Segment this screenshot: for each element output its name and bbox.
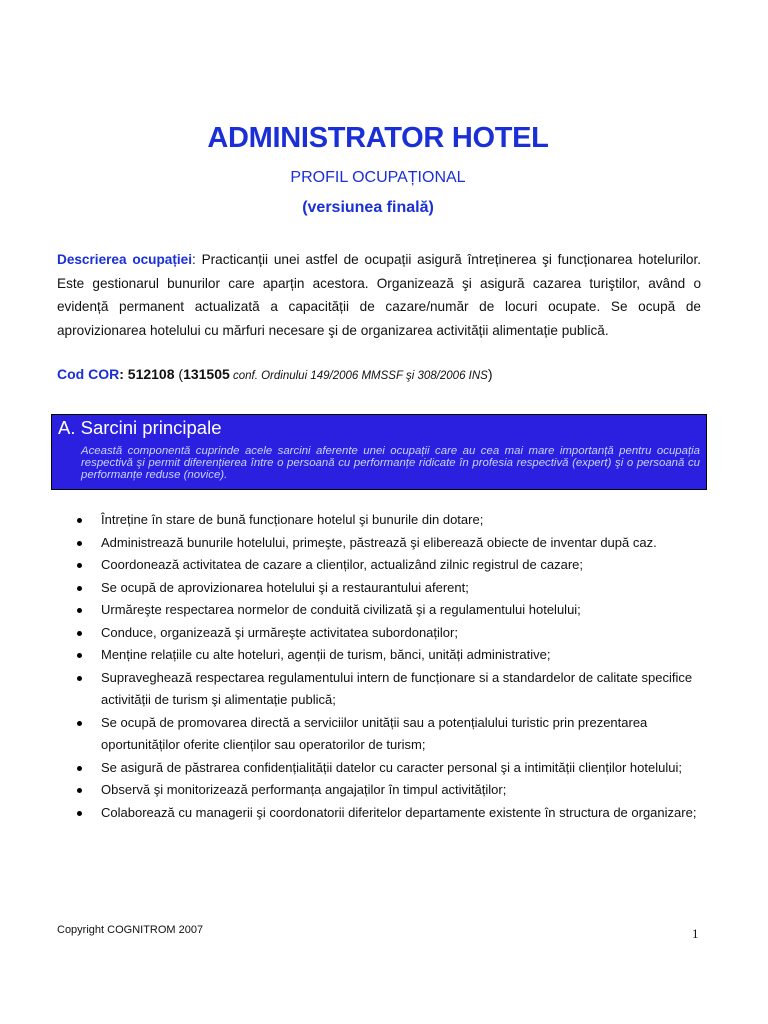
list-item (77, 532, 717, 555)
bullet-icon (77, 586, 82, 591)
list-item (77, 622, 717, 645)
bullet-icon (77, 541, 82, 546)
bullet-icon (77, 676, 82, 681)
task-text: Supraveghează respectarea regulamentului intern de funcționare si a standardelor de calitate specifice activității de turism şi alimentație publică; (101, 669, 693, 707)
task-text: Menține relațiile cu alte hoteluri, agenții de turism, bănci, unități administrative; (101, 647, 551, 662)
task-text: Conduce, organizează şi urmăreşte activitatea subordonaților; (101, 624, 458, 640)
list-item (77, 644, 717, 667)
bullet-icon (77, 653, 82, 658)
list-item (77, 667, 717, 712)
section-title: A. Sarcini principale (58, 417, 222, 438)
task-text: Coordonează activitatea de cazare a clienților, actualizând zilnic registrul de cazare; (101, 557, 583, 572)
bullet-icon (77, 811, 82, 816)
cor-code-label: Cod COR (57, 366, 120, 382)
cor-paren-close: ) (487, 366, 493, 382)
task-text: Se ocupă de promovarea directă a serviciilor unității sau a potențialului turistic prin prezentarea oportunităților oferite clienților sau operatorilor de turism; (101, 714, 648, 752)
bullet-icon (77, 608, 82, 613)
task-text: Administrează bunurile hotelului, primeşte, păstrează şi eliberează obiecte de inventar după caz. (101, 534, 657, 550)
task-text: Observă şi monitorizează performanța angajaților în timpul activităților; (101, 782, 507, 797)
list-item (77, 802, 717, 825)
list-item (77, 554, 717, 577)
bullet-icon (77, 788, 82, 793)
bullet-icon (77, 766, 82, 771)
cor-code-value: 512108 (127, 366, 175, 382)
list-item (77, 509, 717, 532)
task-text: Urmăreşte respectarea normelor de conduită civilizată şi a regulamentului hotelului; (101, 602, 581, 617)
cor-code-value-2: 131505 (183, 366, 230, 382)
task-text: Se asigură de păstrarea confidențialității datelor cu caracter personal şi a intimității clienților hotelului; (101, 759, 682, 775)
task-text: Colaborează cu managerii şi coordonatorii diferitelor departamente existente în structura de organizare; (101, 804, 697, 820)
bullet-icon (77, 721, 82, 726)
description-label: Descrierea ocupației (57, 252, 192, 267)
list-item (77, 712, 717, 757)
task-text: Se ocupă de aprovizionarea hotelului şi a restaurantului aferent; (101, 579, 469, 595)
version-label: (versiunea finală) (302, 199, 434, 216)
bullet-icon (77, 631, 82, 636)
task-text: Întreține în stare de bună funcționare hotelul şi bunurile din dotare; (101, 512, 484, 527)
list-item (77, 779, 717, 802)
section-header-box (51, 414, 707, 490)
cor-code-reference: conf. Ordinului 149/2006 MMSSF şi 308/2006 INS (229, 370, 488, 382)
bullet-icon (77, 563, 82, 568)
cor-code-line (57, 366, 717, 382)
cor-paren-open: ( (174, 366, 184, 382)
cor-colon: : (119, 366, 128, 382)
list-item (77, 757, 717, 780)
page-number: 1 (692, 926, 699, 941)
bullet-icon (77, 518, 82, 523)
task-list (77, 509, 717, 824)
list-item (77, 599, 717, 622)
page-subtitle: PROFIL OCUPAȚIONAL (290, 169, 466, 186)
list-item (77, 577, 717, 600)
section-description: Această componentă cuprinde acele sarcini aferente unei ocupații care au cea mai mare importanță pentru ocupația respectivă şi permit diferențierea între o persoană cu performanțe ridicate în profesia respectivă (expert) şi o persoană cu performanțe reduse (novice). (81, 445, 700, 481)
occupation-description (57, 248, 701, 342)
description-text: : Practicanții unei astfel de ocupații asigură întreținerea şi funcționarea hotelurilor. Este gestionarul bunurilor care aparțin acestora. Organizează şi asigură cazarea turiştilor, având o evidență permanent actualizată a capacității de cazare/număr de locuri ocupate. Se ocupă de aprovizionarea hotelului cu mărfuri necesare şi de organizarea activității alimentație publică. (57, 252, 701, 338)
page-title: ADMINISTRATOR HOTEL (207, 122, 549, 154)
copyright-footer: Copyright COGNITROM 2007 (57, 924, 204, 936)
